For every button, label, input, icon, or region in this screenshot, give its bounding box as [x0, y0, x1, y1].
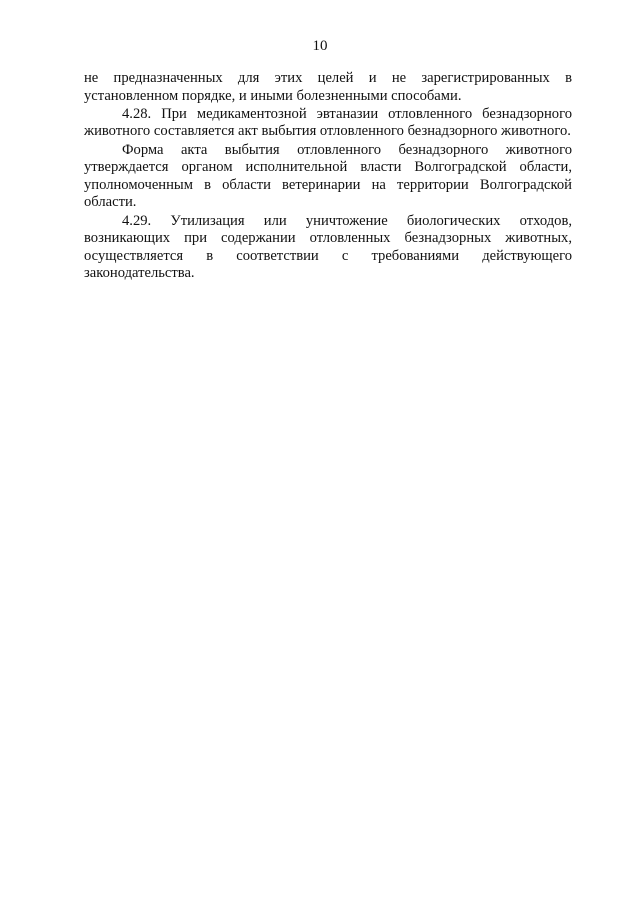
page-number: 10	[312, 38, 328, 54]
paragraph-4-29: 4.29. Утилизация или уничтожение биологических отходов, возникающих при содержании отловленных безнадзорных животных, осуществляется в соответствии с требованиями действующего законодательства.	[84, 212, 572, 282]
document-body	[84, 70, 572, 284]
paragraph-continuation: не предназначенных для этих целей и не зарегистрированных в установленном порядке, и иными болезненными способами.	[84, 70, 572, 104]
paragraph-act-form: Форма акта выбытия отловленного безнадзорного животного утверждается органом исполнительной власти Волгоградской области, уполномоченным в области ветеринарии на территории Волгоградской области.	[84, 141, 572, 211]
paragraph-4-28: 4.28. При медикаментозной эвтаназии отловленного безнадзорного животного составляется акт выбытия отловленного безнадзорного животного.	[84, 105, 572, 140]
